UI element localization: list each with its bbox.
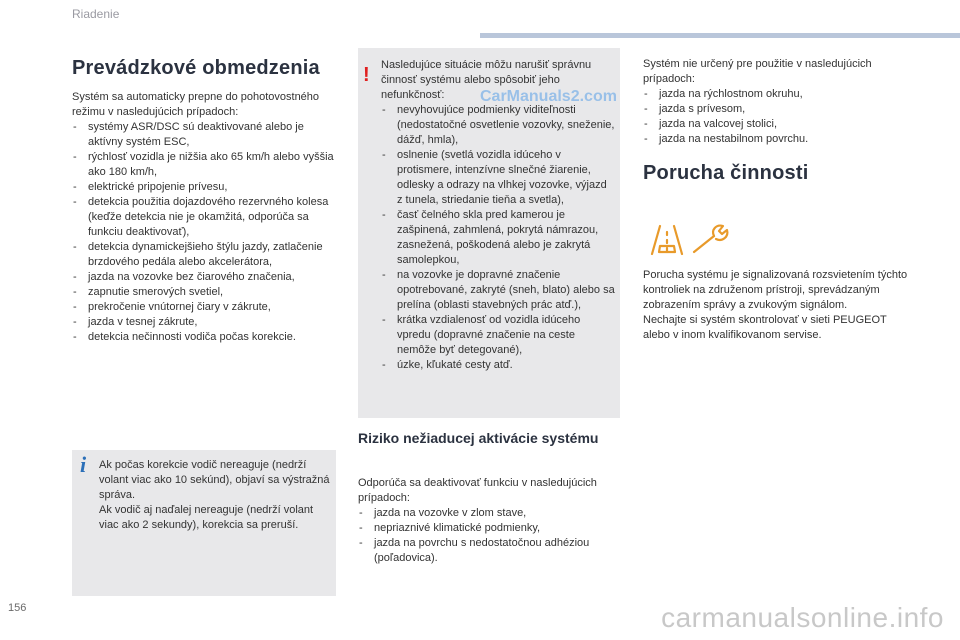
not-intended-list [643, 87, 913, 147]
info-box-text [99, 458, 331, 533]
list-item: - jazda na nestabilnom povrchu. [643, 132, 913, 147]
list-item: - jazda s prívesom, [643, 102, 913, 117]
footer-watermark: carmanualsonline.info [661, 602, 944, 633]
info-text-2: Ak vodič aj naďalej nereaguje (nedrží volant viac ako 2 sekundy), korekcia sa preruší. [99, 504, 314, 531]
unwanted-activation-list [358, 506, 620, 566]
list-item: - detekcia použitia dojazdového rezervného kolesa (keďže detekcia nie je okamžitá, odporúča sa funkciu deaktivovať), [72, 195, 336, 240]
page-number: 156 [8, 602, 27, 614]
list-item: - jazda na vozovke v zlom stave, [358, 506, 620, 521]
list-item: - jazda na valcovej stolici, [643, 117, 913, 132]
list-item: - zapnutie smerových svetiel, [72, 285, 336, 300]
list-item: - detekcia nečinnosti vodiča počas korekcie. [72, 330, 336, 345]
section-header: Riadenie [72, 7, 120, 21]
list-item: - elektrické pripojenie prívesu, [72, 180, 336, 195]
operating-limits-intro: Systém sa automaticky prepne do pohotovostného režimu v nasledujúcich prípadoch: [72, 91, 320, 118]
malfunction-text [643, 268, 913, 343]
list-item: - jazda na povrchu s nedostatočnou adhéziou (poľadovica). [358, 536, 620, 566]
header-accent-bar [480, 33, 960, 38]
not-intended-intro: Systém nie určený pre použitie v nasledujúcich prípadoch: [643, 58, 872, 85]
section-title-operating-limits: Prevádzkové obmedzenia [72, 57, 320, 79]
lane-departure-fault-icon [648, 222, 736, 258]
warning-intro: Nasledujúce situácie môžu narušiť správnu činnosť systému alebo spôsobiť jeho nefunkčnosť: [381, 59, 592, 101]
watermark-logo: CarManuals2.com [480, 88, 617, 105]
list-item: - jazda v tesnej zákrute, [72, 315, 336, 330]
list-item: - jazda na vozovke bez čiarového značenia, [72, 270, 336, 285]
warning-list [381, 103, 615, 373]
section-title-unwanted-activation: Riziko nežiaducej aktivácie systému [358, 430, 599, 446]
unwanted-activation-intro: Odporúča sa deaktivovať funkciu v nasledujúcich prípadoch: [358, 477, 597, 504]
list-item: - detekcia dynamickejšieho štýlu jazdy, zatlačenie brzdového pedála alebo akcelerátora, [72, 240, 336, 270]
section-title-malfunction: Porucha činnosti [643, 162, 809, 184]
list-item: - systémy ASR/DSC sú deaktivované alebo je aktívny systém ESC, [72, 120, 336, 150]
malfunction-text-2: Nechajte si systém skontrolovať v sieti PEUGEOT alebo v inom kvalifikovanom servise. [643, 314, 887, 341]
info-text-1: Ak počas korekcie vodič nereaguje (nedrží volant viac ako 10 sekúnd), objaví sa výstražná správa. [99, 459, 330, 501]
unwanted-activation-text [358, 476, 620, 566]
list-item: - oslnenie (svetlá vozidla idúceho v protismere, intenzívne slnečné žiarenie, odlesky a odrazy na vlhkej vozovke, výjazd z tunela, striedanie tieňa a svetla), [381, 148, 615, 208]
info-icon: i [80, 452, 87, 477]
not-intended-text [643, 57, 913, 147]
list-item: - rýchlosť vozidla je nižšia ako 65 km/h alebo vyššia ako 180 km/h, [72, 150, 336, 180]
list-item: - úzke, kľukaté cesty atď. [381, 358, 615, 373]
operating-limits-list [72, 120, 336, 345]
list-item: - prekročenie vnútornej čiary v zákrute, [72, 300, 336, 315]
list-item: - krátka vzdialenosť od vozidla idúceho vpredu (dopravné značenie na ceste nemôže byť detegované), [381, 313, 615, 358]
operating-limits-text [72, 90, 336, 345]
list-item: - časť čelného skla pred kamerou je zašpinená, zahmlená, pokrytá námrazou, zasnežená, poškodená alebo je zakrytá samolepkou, [381, 208, 615, 268]
malfunction-text-1: Porucha systému je signalizovaná rozsvietením týchto kontroliek na združenom prístroji, sprevádzaným zobrazením správy a zvukovým signálom. [643, 269, 908, 311]
list-item: - nepriaznivé klimatické podmienky, [358, 521, 620, 536]
list-item: - nevyhovujúce podmienky viditeľnosti (nedostatočné osvetlenie vozovky, sneženie, dážď, hmla), [381, 103, 615, 148]
warning-icon: ! [363, 64, 370, 86]
list-item: - jazda na rýchlostnom okruhu, [643, 87, 913, 102]
list-item: - na vozovke je dopravné značenie opotrebované, zakryté (sneh, blato) alebo sa prelína (oblasti stavebných prác atď.), [381, 268, 615, 313]
